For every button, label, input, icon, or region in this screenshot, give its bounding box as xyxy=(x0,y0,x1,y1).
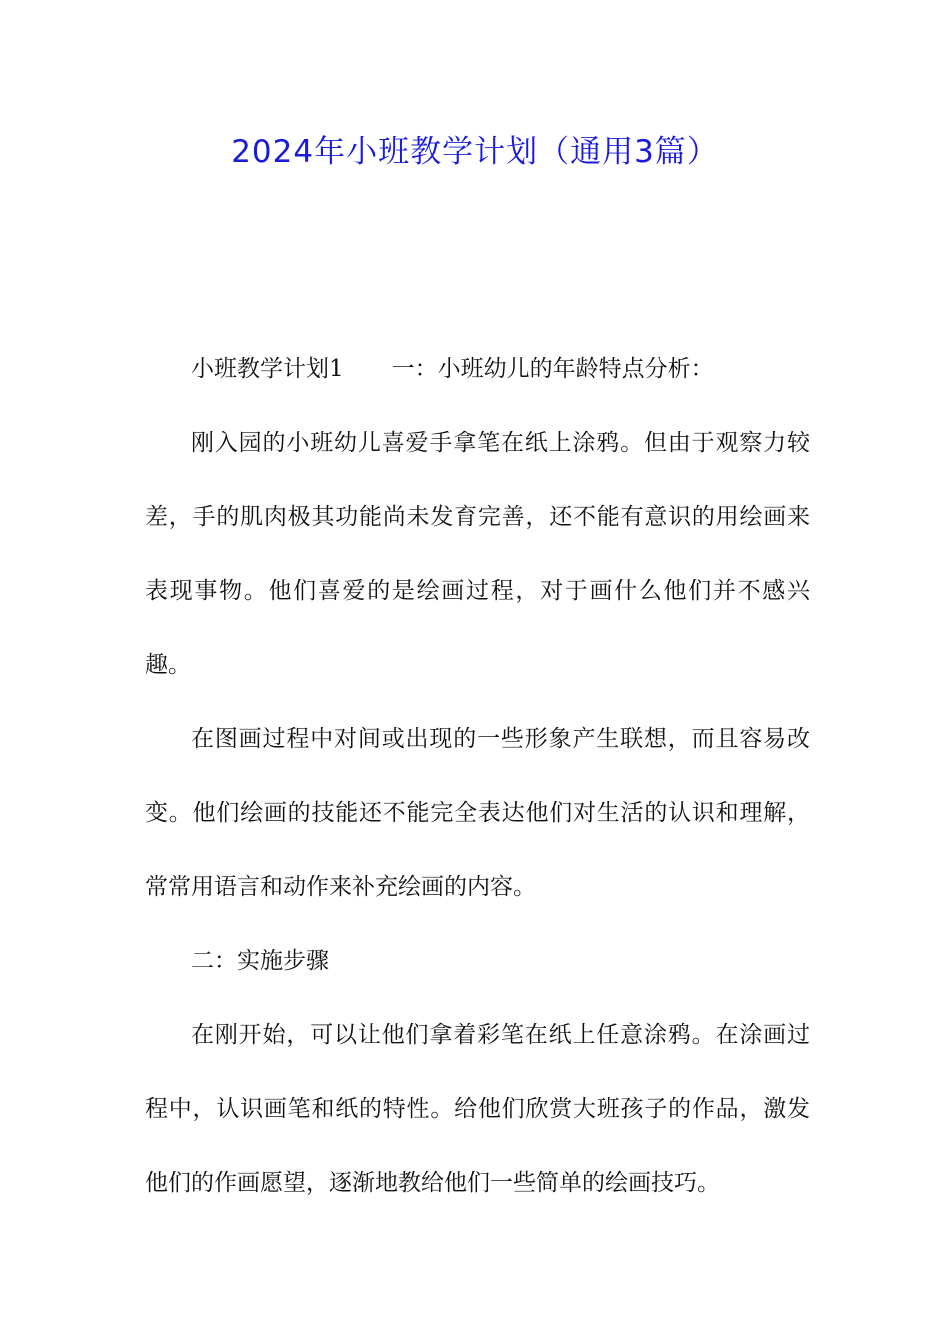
document-body xyxy=(145,332,810,1220)
section-heading-line xyxy=(145,332,810,406)
paragraph: 刚入园的小班幼儿喜爱手拿笔在纸上涂鸦。但由于观察力较差，手的肌肉极其功能尚未发育完善，还不能有意识的用绘画来表现事物。他们喜爱的是绘画过程，对于画什么他们并不感兴趣。 xyxy=(145,430,810,678)
plan-label: 小班教学计划1 xyxy=(191,356,344,382)
section-heading: 一：小班幼儿的年龄特点分析： xyxy=(391,356,714,382)
document-title: 2024年小班教学计划（通用3篇） xyxy=(231,134,719,170)
paragraph: 在刚开始，可以让他们拿着彩笔在纸上任意涂鸦。在涂画过程中，认识画笔和纸的特性。给他们欣赏大班孩子的作品，激发他们的作画愿望，逐渐地教给他们一些简单的绘画技巧。 xyxy=(145,1022,810,1196)
paragraph: 在图画过程中对间或出现的一些形象产生联想，而且容易改变。他们绘画的技能还不能完全表达他们对生活的认识和理解，常常用语言和动作来补充绘画的内容。 xyxy=(145,726,810,900)
section-heading: 二：实施步骤 xyxy=(191,948,329,974)
